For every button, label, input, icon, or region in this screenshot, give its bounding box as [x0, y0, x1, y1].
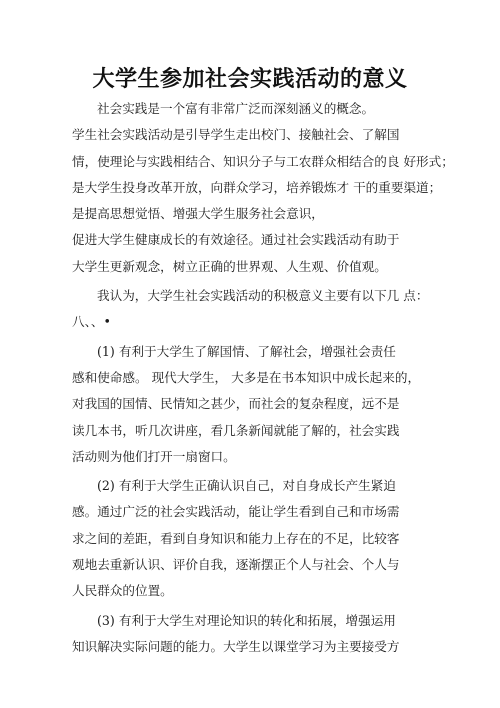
- document-body: [72, 96, 454, 660]
- paragraph-line: 求之间的差距，看到自身知识和能力上存在的不足，比较客: [72, 530, 400, 546]
- paragraph-line: 观地去重新认识、评价自我，逐渐摆正个人与社会、个人与: [72, 557, 400, 573]
- paragraph-line: 促进大学生健康成长的有效途径。通过社会实践活动有助于: [72, 232, 400, 248]
- paragraph-line: 读几本书，听几次讲座，看几条新闻就能了解的，社会实践: [72, 422, 400, 438]
- paragraph-line: (2) 有利于大学生正确认识自己，对自身成长产生紧迫: [97, 478, 396, 494]
- paragraph-line: 八、、•: [72, 314, 111, 330]
- paragraph-line: 是提高思想觉悟、增强大学生服务社会意识，: [72, 206, 324, 222]
- paragraph-line: 感和使命感。 现代大学生， 大多是在书本知识中成长起来的，: [72, 369, 421, 385]
- paragraph-line: 社会实践是一个富有非常广泛而深刻涵义的概念。: [97, 101, 375, 116]
- paragraph-line: 感。通过广泛的社会实践活动，能让学生看到自己和市场需: [72, 504, 400, 520]
- paragraph-line: (1) 有利于大学生了解国情、了解社会，增强社会责任: [97, 343, 396, 359]
- paragraph-line: 知识解决实际问题的能力。大学生以课堂学习为主要接受方: [72, 638, 400, 654]
- paragraph-line: (3) 有利于大学生对理论知识的转化和拓展，增强运用: [97, 612, 396, 628]
- paragraph-line: 学生社会实践活动是引导学生走出校门、接触社会、了解国: [72, 127, 400, 143]
- paragraph-line: 情，使理论与实践相结合、知识分子与工农群众相结合的良 好形式；: [72, 153, 454, 169]
- document-title: 大学生参加社会实践活动的意义: [92, 67, 408, 92]
- paragraph-line: 是大学生投身改革开放，向群众学习，培养锻炼才 干的重要渠道；: [72, 179, 442, 195]
- paragraph-line: 对我国的国情、民情知之甚少，而社会的复杂程度，远不是: [72, 396, 400, 412]
- paragraph-line: 活动则为他们打开一扇窗口。: [72, 448, 236, 464]
- paragraph-line: 人民群众的位置。: [72, 583, 173, 599]
- paragraph-line: 我认为，大学生社会实践活动的积极意义主要有以下几 点：: [97, 288, 429, 304]
- paragraph-line: 大学生更新观念，树立正确的世界观、人生观、价值观。: [72, 258, 387, 274]
